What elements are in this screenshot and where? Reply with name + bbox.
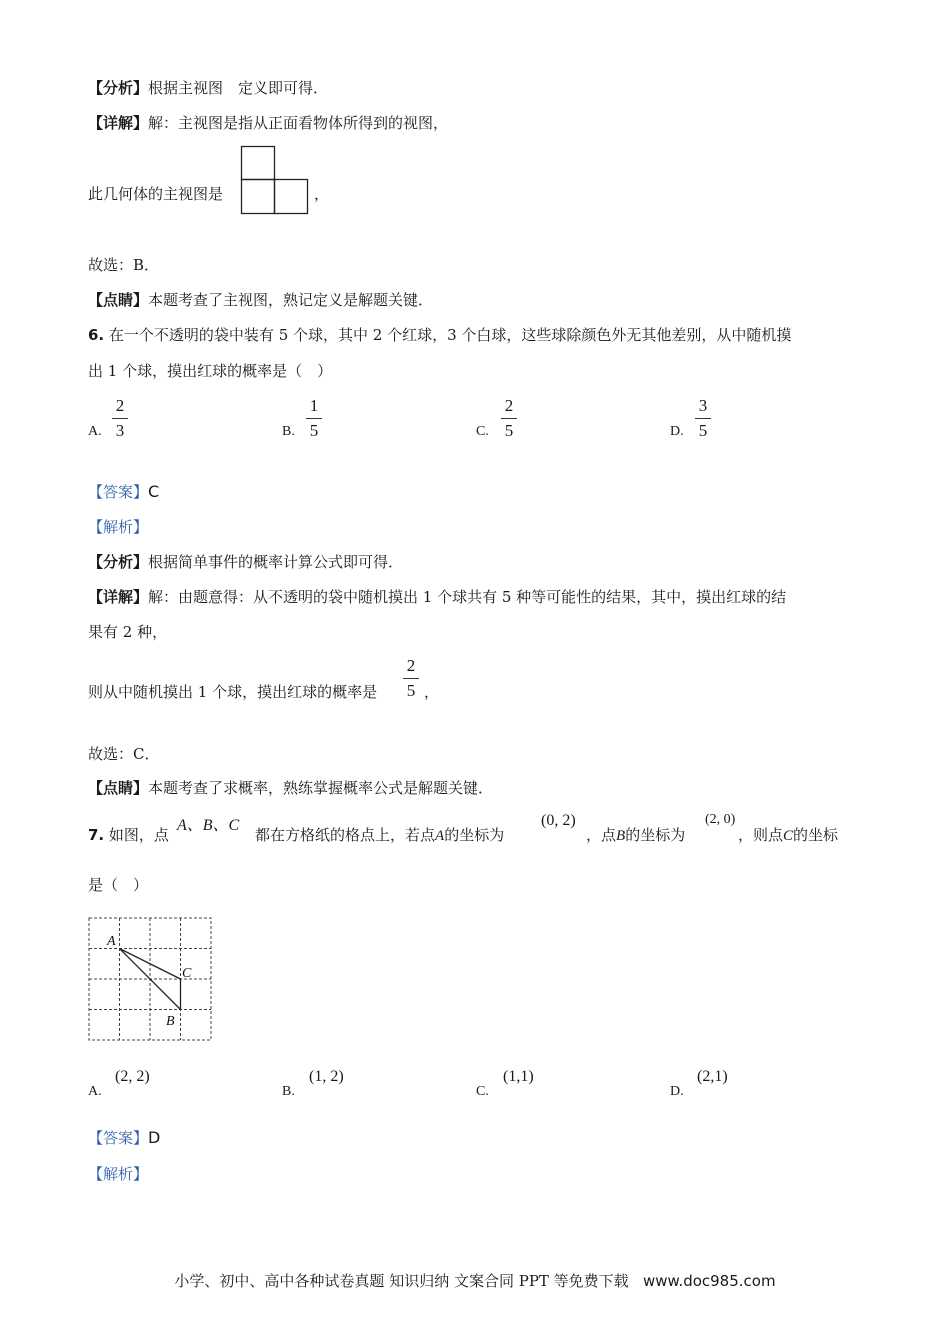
q7-explain-tag: 【解析】 [88,1165,149,1183]
q7-stem-line2: 是（ ） [88,876,149,894]
q7-stem-middle: 都在方格纸的格点上，若点A的坐标为 [255,826,505,844]
q6-result: 则从中随机摸出 1 个球，摸出红球的概率是 [88,683,378,701]
front-view-bottom-right-square [275,180,308,214]
grid-figure [86,915,216,1045]
q7-option-c-value: (1,1) [503,1068,534,1085]
front-view-top-square [242,147,275,180]
q7-stem-c: ，则点C的坐标 [738,826,839,844]
q7-points-abc: A、B、C [177,817,240,834]
q6-result-fraction: 2 5 [403,656,419,701]
q7-option-d-value: (2,1) [697,1068,728,1085]
footer-text: 小学、初中、高中各种试卷真题 知识归纳 文案合同 PPT 等免费下载 [174,1272,629,1290]
q6-result-after: ， [424,683,440,701]
q6-option-a-fraction: 2 3 [112,396,128,441]
q6-detail-line1: 【详解】解：由题意得：从不透明的袋中随机摸出 1 个球共有 5 种等可能性的结果，其中，摸出红球的结 [88,588,787,606]
q7-option-b-value: (1, 2) [309,1068,344,1085]
q5-view-after: ， [314,185,330,203]
q5-detail: 【详解】解：主视图是指从正面看物体所得到的视图， [88,114,449,132]
q7-coord-a: (0, 2) [541,812,576,829]
front-view-figure [240,145,312,217]
q7-option-c-label: C. [476,1084,489,1099]
q6-choice: 故选：C． [88,745,160,763]
q6-option-c-fraction: 2 5 [501,396,517,441]
q7-answer: 【答案】D [88,1128,161,1147]
q6-analysis: 【分析】根据简单事件的概率计算公式即可得． [88,553,404,571]
grid-label-b: B [166,1014,175,1029]
q6-stem-line1: 6. 在一个不透明的袋中装有 5 个球，其中 2 个红球，3 个白球，这些球除颜色外无其他差别，从中随机摸 [88,326,792,344]
q6-option-c-label: C. [476,424,489,439]
q6-option-a-label: A. [88,424,102,439]
q6-option-d-label: D. [670,424,684,439]
q6-answer: 【答案】C [88,482,160,501]
q5-analysis: 【分析】根据主视图 定义即可得． [88,79,329,97]
q5-view-sentence: 此几何体的主视图是 [88,185,224,203]
q6-stem-line2: 出 1 个球，摸出红球的概率是（ ） [88,362,333,380]
q5-choice: 故选：B． [88,256,160,274]
q7-option-a-label: A. [88,1084,102,1099]
grid-label-c: C [182,966,192,981]
q6-option-d-fraction: 3 5 [695,396,711,441]
q5-comment: 【点睛】本题考查了主视图，熟记定义是解题关键． [88,291,434,309]
q7-coord-b: (2, 0) [705,812,736,827]
q7-stem-b: ，点B的坐标为 [586,826,686,844]
q6-explain-tag: 【解析】 [88,518,149,536]
grid-label-a: A [107,934,116,949]
page-footer [0,1270,950,1291]
q7-option-a-value: (2, 2) [115,1068,150,1085]
q6-comment: 【点睛】本题考查了求概率，熟练掌握概率公式是解题关键． [88,779,494,797]
front-view-bottom-left-square [242,180,275,214]
q6-option-b-fraction: 1 5 [306,396,322,441]
q7-option-b-label: B. [282,1084,295,1099]
q7-number-and-intro: 7. 如图，点 [88,826,169,844]
q6-option-b-label: B. [282,424,295,439]
q6-detail-line2: 果有 2 种， [88,623,168,641]
footer-link[interactable]: www.doc985.com [643,1272,776,1290]
q7-option-d-label: D. [670,1084,684,1099]
